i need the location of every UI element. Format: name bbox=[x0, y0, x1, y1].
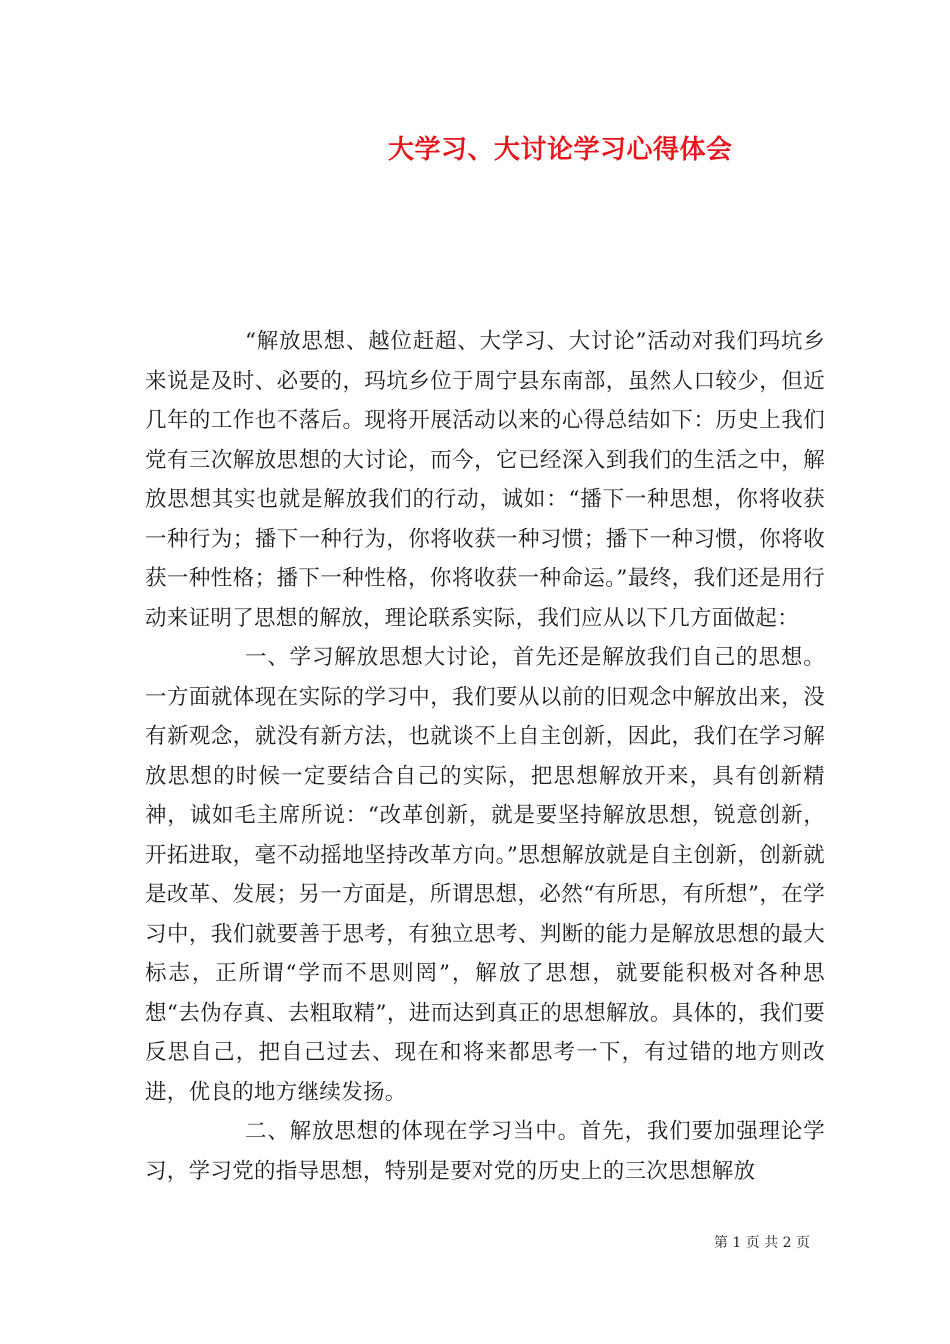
document-body bbox=[145, 322, 825, 1191]
paragraph-intro: “解放思想、越位赶超、大学习、大讨论”活动对我们玛坑乡来说是及时、必要的，玛坑乡位于周宁县东南部，虽然人口较少，但近几年的工作也不落后。现将开展活动以来的心得总结如下：历史上我们党有三次解放思想的大讨论，而今，它已经深入到我们的生活之中，解放思想其实也就是解放我们的行动，诚如：“播下一种思想，你将收获一种行为；播下一种行为，你将收获一种习惯；播下一种习惯，你将收获一种性格；播下一种性格，你将收获一种命运。”最终，我们还是用行动来证明了思想的解放，理论联系实际，我们应从以下几方面做起： bbox=[145, 329, 825, 631]
page-number-footer: 第 1 页 共 2 页 bbox=[713, 1235, 810, 1251]
paragraph-section-two: 二、解放思想的体现在学习当中。首先，我们要加强理论学习，学习党的指导思想，特别是要对党的历史上的三次思想解放 bbox=[145, 1119, 825, 1184]
paragraph-section-one: 一、学习解放思想大讨论，首先还是解放我们自己的思想。一方面就体现在实际的学习中，我们要从以前的旧观念中解放出来，没有新观念，就没有新方法，也就谈不上自主创新，因此，我们在学习解放思想的时候一定要结合自己的实际，把思想解放开来，具有创新精神，诚如毛主席所说：“改革创新，就是要坚持解放思想，锐意创新，开拓进取，毫不动摇地坚持改革方向。”思想解放就是自主创新，创新就是改革、发展；另一方面是，所谓思想，必然“有所思，有所想”，在学习中，我们就要善于思考，有独立思考、判断的能力是解放思想的最大标志，正所谓“学而不思则罔”，解放了思想，就要能积极对各种思想“去伪存真、去粗取精”，进而达到真正的思想解放。具体的，我们要反思自己，把自己过去、现在和将来都思考一下，有过错的地方则改进，优良的地方继续发扬。 bbox=[145, 645, 825, 1105]
document-title: 大学习、大讨论学习心得体会 bbox=[388, 135, 733, 165]
